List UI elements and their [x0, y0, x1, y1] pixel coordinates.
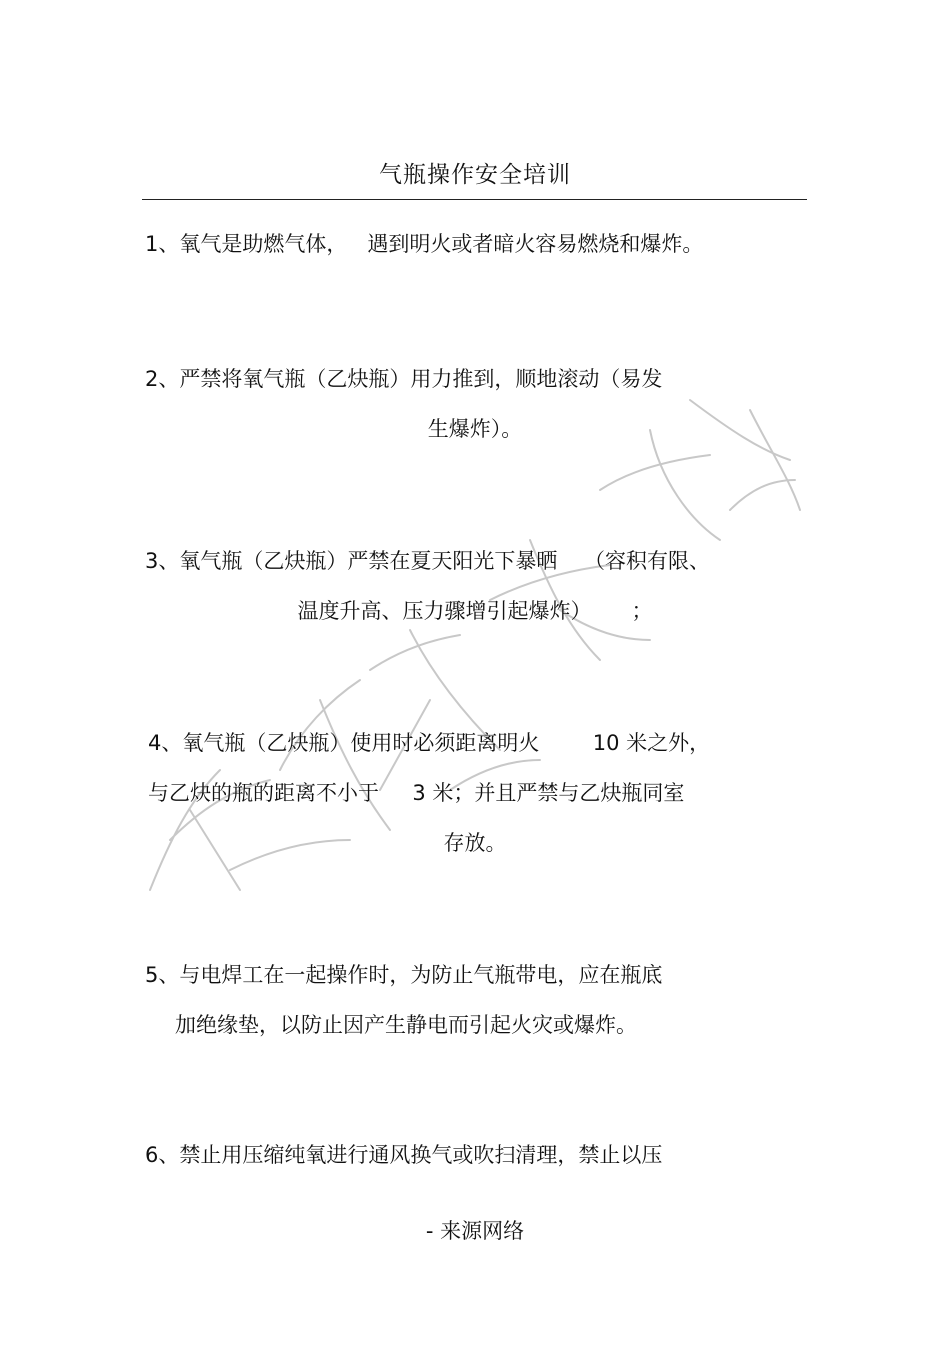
- item-1-line-1: 1、氧气是助燃气体， 遇到明火或者暗火容易燃烧和爆炸。: [145, 232, 704, 256]
- item-5-line-2: 加绝缘垫，以防止因产生静电而引起火灾或爆炸。: [175, 1013, 637, 1037]
- document-title: 气瓶操作安全培训: [379, 162, 571, 188]
- item-4-line-2: 与乙炔的瓶的距离不小于 3 米；并且严禁与乙炔瓶同室: [148, 781, 685, 805]
- page-footer: - 来源网络: [425, 1219, 525, 1243]
- item-3-line-1: 3、氧气瓶（乙炔瓶）严禁在夏天阳光下暴晒 （容积有限、: [145, 549, 711, 573]
- item-5-line-1: 5、与电焊工在一起操作时，为防止气瓶带电，应在瓶底: [145, 963, 663, 987]
- item-3-line-2: 温度升高、压力骤增引起爆炸） ；: [297, 599, 653, 623]
- title-divider: [142, 199, 807, 200]
- item-2-line-2: 生爆炸）。: [427, 417, 523, 441]
- item-4-line-1: 4、氧气瓶（乙炔瓶）使用时必须距离明火 10 米之外，: [148, 731, 711, 755]
- item-2-line-1: 2、严禁将氧气瓶（乙炔瓶）用力推到，顺地滚动（易发: [145, 367, 663, 391]
- item-4-line-3: 存放。: [443, 831, 507, 855]
- item-6-line-1: 6、禁止用压缩纯氧进行通风换气或吹扫清理，禁止以压: [145, 1143, 663, 1167]
